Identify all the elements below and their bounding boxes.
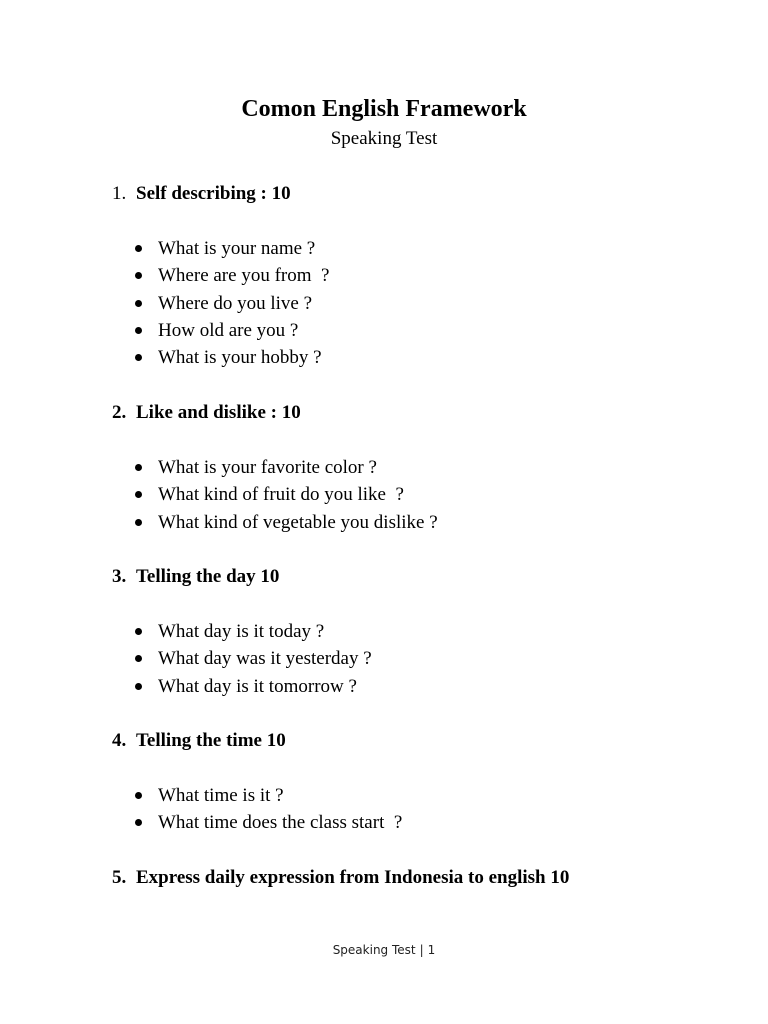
bullet-icon	[135, 464, 142, 471]
question-text: What time does the class start ?	[158, 812, 403, 834]
bullet-icon	[135, 272, 142, 279]
section-number: 2.	[112, 402, 127, 423]
question-text: What kind of vegetable you dislike ?	[158, 511, 438, 533]
bullet-icon	[135, 819, 142, 826]
section-heading	[112, 182, 291, 206]
document-subtitle: Speaking Test	[330, 128, 438, 149]
section-number: 5.	[112, 867, 127, 888]
bullet-icon	[135, 327, 142, 334]
section-title: Telling the day 10	[136, 566, 280, 587]
section-number: 4.	[112, 730, 127, 751]
question-item	[0, 456, 768, 483]
section-title: Self describing : 10	[136, 183, 291, 204]
question-text: What is your favorite color ?	[158, 457, 377, 478]
question-item	[0, 319, 768, 346]
page-footer	[0, 942, 768, 958]
question-list	[0, 456, 768, 538]
bullet-icon	[135, 245, 142, 252]
question-item	[0, 264, 768, 291]
question-item	[0, 811, 768, 838]
question-text: What kind of fruit do you like ?	[158, 484, 404, 506]
question-item	[0, 292, 768, 319]
document-title: Comon English Framework	[241, 96, 527, 122]
bullet-icon	[135, 354, 142, 361]
question-text: What time is it ?	[158, 785, 284, 806]
question-item	[0, 675, 768, 702]
question-item	[0, 483, 768, 510]
bullet-icon	[135, 628, 142, 635]
footer-separator: |	[419, 943, 424, 957]
section-title: Like and dislike : 10	[136, 402, 301, 423]
question-text: What day is it tomorrow ?	[158, 675, 357, 697]
question-item	[0, 620, 768, 647]
question-text: Where do you live ?	[158, 292, 313, 314]
question-text: How old are you ?	[158, 319, 299, 341]
bullet-icon	[135, 491, 142, 498]
section-heading	[112, 401, 301, 425]
section-heading	[112, 565, 279, 589]
section-heading	[112, 729, 286, 753]
bullet-icon	[135, 655, 142, 662]
section-heading	[112, 866, 569, 890]
footer-label: Speaking Test	[332, 943, 416, 957]
question-text: What day was it yesterday ?	[158, 648, 372, 670]
question-item	[0, 346, 768, 373]
question-text: Where are you from ?	[158, 265, 330, 287]
bullet-icon	[135, 792, 142, 799]
question-list	[0, 620, 768, 702]
question-item	[0, 647, 768, 674]
question-text: What is your name ?	[158, 238, 316, 259]
question-item	[0, 784, 768, 811]
question-item	[0, 237, 768, 264]
question-text: What is your hobby ?	[158, 347, 322, 369]
bullet-icon	[135, 300, 142, 307]
question-list	[0, 237, 768, 373]
bullet-icon	[135, 519, 142, 526]
section-title: Express daily expression from Indonesia to english 10	[136, 867, 570, 888]
section-title: Telling the time 10	[136, 730, 286, 751]
question-list	[0, 784, 768, 839]
page-number: 1	[427, 943, 436, 957]
section-number: 3.	[112, 566, 127, 587]
bullet-icon	[135, 683, 142, 690]
question-item	[0, 511, 768, 538]
question-text: What day is it today ?	[158, 621, 325, 642]
section-number: 1.	[112, 183, 127, 204]
